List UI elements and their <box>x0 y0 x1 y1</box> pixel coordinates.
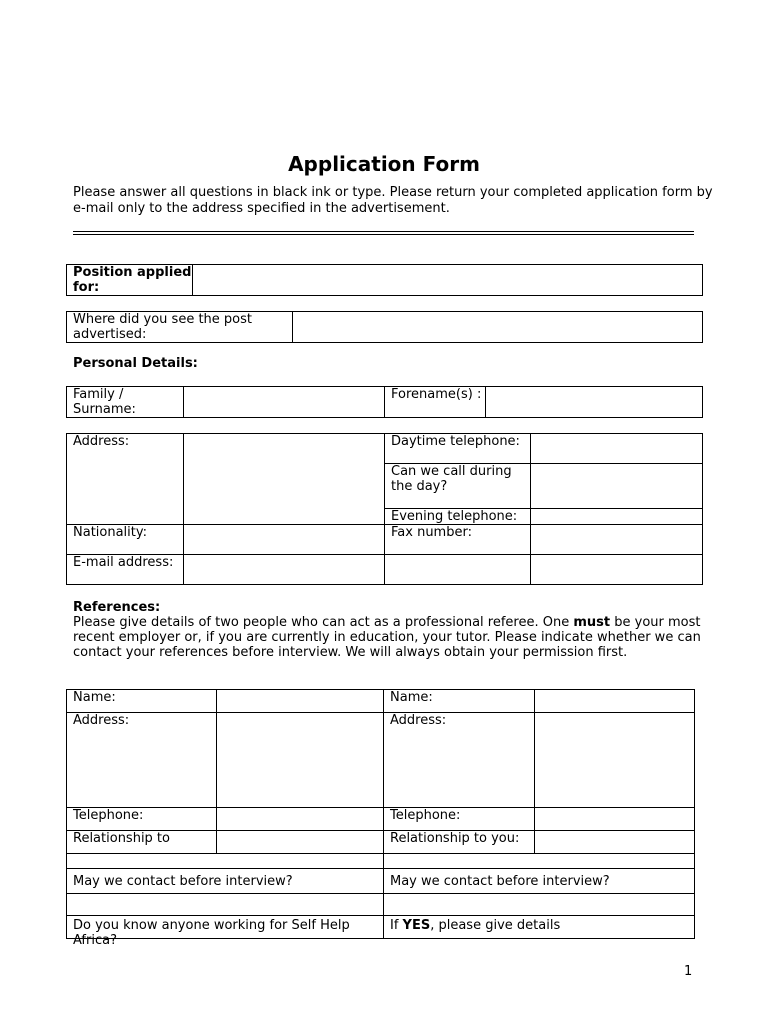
referee-1-relationship-label: Relationship to <box>67 831 217 854</box>
referee-2-name-label: Name: <box>384 690 535 713</box>
referee-1-contact-question: May we contact before interview? <box>67 869 384 894</box>
daytime-telephone-label: Daytime telephone: <box>385 434 531 464</box>
position-field[interactable] <box>193 265 703 296</box>
references-text-emphasis: must <box>573 615 611 630</box>
referees-table <box>66 689 695 948</box>
advert-label: Where did you see the post advertised: <box>67 312 293 343</box>
referee-2-telephone-label: Telephone: <box>384 808 535 831</box>
referee-2-address-label: Address: <box>384 713 535 808</box>
references-heading: References: <box>73 600 161 615</box>
nationality-field[interactable] <box>184 525 385 555</box>
page-title: Application Form <box>288 152 480 176</box>
call-during-day-field[interactable] <box>531 464 703 509</box>
personal-details-heading: Personal Details: <box>73 356 198 371</box>
contact-table <box>66 433 703 585</box>
address-field[interactable] <box>184 434 385 525</box>
daytime-telephone-field[interactable] <box>531 434 703 464</box>
position-table <box>66 264 703 296</box>
references-section <box>73 600 703 660</box>
advert-table <box>66 311 703 343</box>
referee-2-contact-answer-field[interactable] <box>384 894 695 916</box>
divider-line <box>73 231 694 232</box>
evening-telephone-field[interactable] <box>531 509 703 525</box>
empty-cell[interactable] <box>531 555 703 585</box>
referee-2-contact-question: May we contact before interview? <box>384 869 695 894</box>
surname-field[interactable] <box>184 387 385 418</box>
references-text <box>73 615 703 660</box>
advert-field[interactable] <box>293 312 703 343</box>
page-number: 1 <box>684 964 693 979</box>
forename-field[interactable] <box>486 387 703 418</box>
know-anyone-question: Do you know anyone working for Self Help Africa? <box>67 916 384 939</box>
details-prefix: If <box>390 918 403 933</box>
referee-1-address-label: Address: <box>67 713 217 808</box>
referee-2-address-field[interactable] <box>535 713 695 808</box>
surname-label: Family / Surname: <box>67 387 184 418</box>
referee-2-name-field[interactable] <box>535 690 695 713</box>
referee-2-relationship-field[interactable] <box>535 831 695 854</box>
email-label: E-mail address: <box>67 555 184 585</box>
referee-2-relationship-label: Relationship to you: <box>384 831 535 854</box>
referee-1-address-field[interactable] <box>217 713 384 808</box>
referee-1-telephone-label: Telephone: <box>67 808 217 831</box>
name-table <box>66 386 703 418</box>
referee-1-relationship-field[interactable] <box>217 831 384 854</box>
empty-cell[interactable] <box>385 555 531 585</box>
referee-1-name-field[interactable] <box>217 690 384 713</box>
fax-number-label: Fax number: <box>385 525 531 555</box>
address-label: Address: <box>67 434 184 525</box>
evening-telephone-label: Evening telephone: <box>385 509 531 525</box>
referee-1-telephone-field[interactable] <box>217 808 384 831</box>
referee-1-name-label: Name: <box>67 690 217 713</box>
know-anyone-details[interactable] <box>384 916 695 939</box>
instructions: Please answer all questions in black ink or type. Please return your completed application form by e-mail only to the address specified in the advertisement. <box>73 185 713 216</box>
position-label: Position applied for: <box>67 265 193 296</box>
forename-label: Forename(s) : <box>385 387 486 418</box>
email-field[interactable] <box>184 555 385 585</box>
referee-1-contact-answer-field[interactable] <box>67 894 384 916</box>
call-during-day-label: Can we call during the day? <box>385 464 531 509</box>
details-suffix: , please give details <box>430 918 561 933</box>
referee-1-blank-row[interactable] <box>67 854 384 869</box>
referee-2-telephone-field[interactable] <box>535 808 695 831</box>
nationality-label: Nationality: <box>67 525 184 555</box>
details-yes: YES <box>402 918 431 933</box>
referee-2-blank-row[interactable] <box>384 854 695 869</box>
references-text-start: Please give details of two people who can act as a professional referee. One <box>73 615 574 630</box>
divider-line <box>73 234 694 235</box>
references-text-end: be your most recent employer or, if you are currently in education, your tutor. Please indicate whether we can contact your references before interview. We will always obtain your permission first. <box>73 615 701 660</box>
fax-number-field[interactable] <box>531 525 703 555</box>
